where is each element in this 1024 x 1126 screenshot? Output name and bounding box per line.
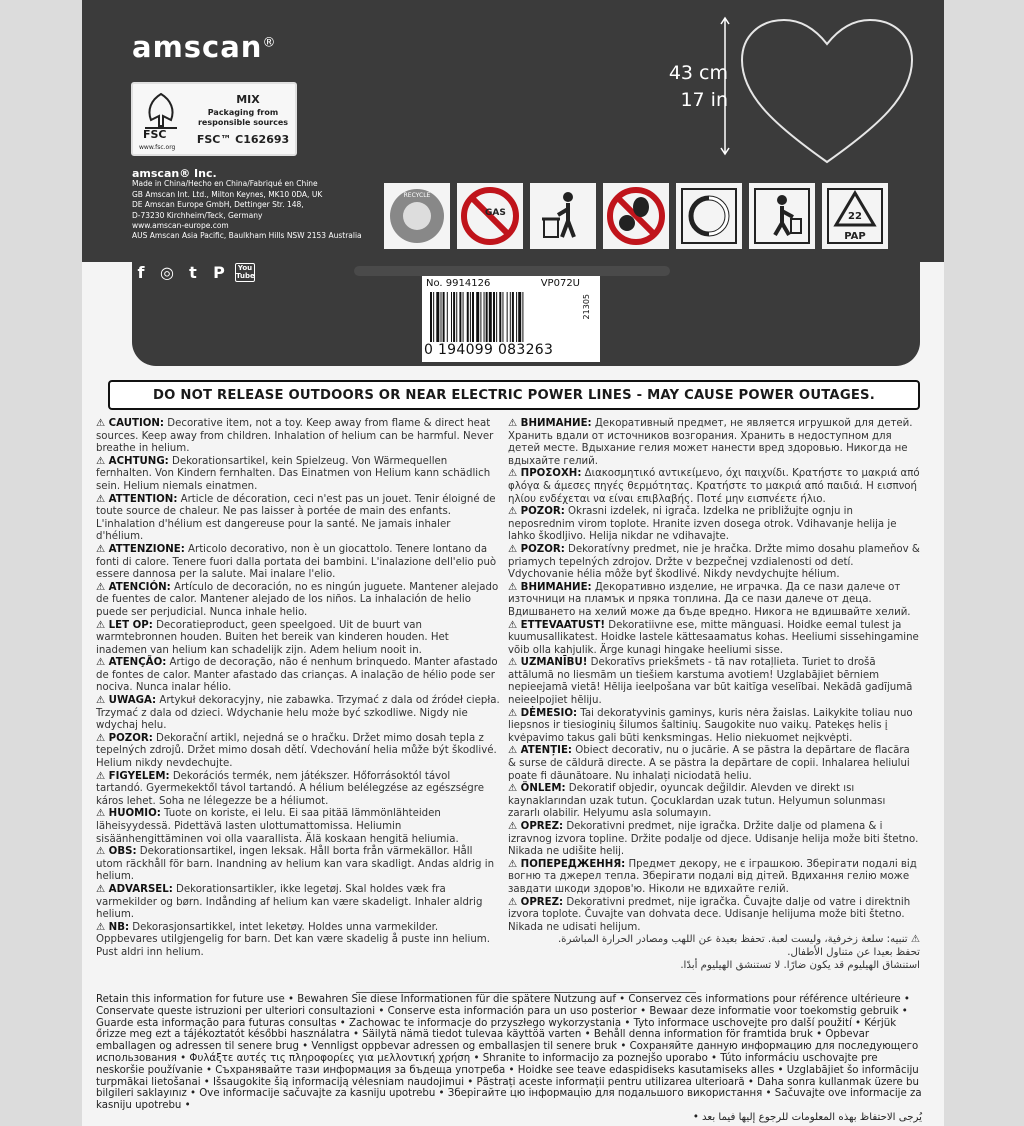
barcode-bar: [484, 292, 485, 342]
mfg-line: Made in China/Hecho en China/Fabriqué en Chine: [132, 179, 318, 189]
barcode-bar: [443, 292, 445, 342]
mfg-line: AUS Amscan Asia Pacific, Baulkham Hills NSW 2153 Australia: [132, 231, 362, 241]
barcode-bars: [428, 292, 578, 342]
warning-entry: ⚠ ÖNLEM: Dekoratif objedir, oyuncak değildir. Alevden ve direkt ısı kaynaklarından uzak tutun. Çocuklardan uzak tutun. Helyumun solunması zararlı olabilir. Helyumu asla solumayın.: [508, 783, 886, 820]
barcode-side-code: 21305: [582, 294, 591, 320]
barcode-bar: [453, 292, 455, 342]
barcode-bar: [486, 292, 488, 342]
heart-balloon-outline: [736, 16, 918, 164]
barcode-bar: [512, 292, 514, 342]
warning-entry: ⚠ OPREZ: Dekorativni predmet, nije igračka. Čuvajte dalje od vatre i direktnih izvora toplote. Čuvajte van dohvata dece. Udisanje helijuma može biti štetno. Nikada ne udisati helijum.: [508, 896, 911, 933]
barcode-bar: [510, 292, 511, 342]
warning-entry: ⚠ ВНИМАНИЕ: Декоративно изделие, не играчка. Да се пази далече от източници на пламък и пряка топлина. Да се пази далече от деца. Вдишването на хелий може да бъде вредно. Никога не вдишвайте хелий.: [508, 581, 911, 618]
barcode-bar: [447, 292, 448, 342]
product-number: No. 9914126: [426, 278, 491, 289]
barcode-bar: [441, 292, 442, 342]
barcode-bar: [470, 292, 471, 342]
dispose-bin-icon: [528, 181, 598, 251]
pinterest-icon: P: [213, 263, 225, 282]
amscan-logo: amscan®: [132, 30, 277, 64]
barcode-label: [422, 276, 600, 362]
vp-code: VP072U: [540, 278, 580, 289]
fsc-mark: FSC: [143, 128, 167, 141]
warning-entry: ⚠ DĖMESIO: Tai dekoratyvinis gaminys, kuris nėra žaislas. Laikykite toliau nuo liepsnos ir tiesioginių šilumos šaltinių. Saugokite nuo vaikų. Patekęs helis į kvėpavimo takus gali būti kenksmingas. Helio niekuomet neįkvėpti.: [508, 707, 913, 744]
barcode-bar: [433, 292, 434, 342]
barcode-bar: [499, 292, 501, 342]
mfg-line: GB Amscan Int. Ltd., Milton Keynes, MK10 0DA, UK: [132, 189, 323, 199]
fsc-code: FSC™ C162693: [196, 133, 290, 146]
size-in: 17 in: [680, 89, 728, 111]
barcode-bar: [456, 292, 457, 342]
symbol-icons: [382, 181, 893, 251]
barcode-bar: [459, 292, 461, 342]
warning-entry: ⚠ ACHTUNG: Dekorationsartikel, kein Spielzeug. Von Wärmequellen fernhalten. Von Kindern fernhalten. Das Einatmen von Helium kann schädlich sein. Helium niemals einatmen.: [96, 455, 491, 492]
barcode-number: 0 194099 083263: [424, 342, 554, 358]
svg-text:GAS: GAS: [485, 208, 506, 218]
barcode-bar: [463, 292, 464, 342]
recycle-label: RECYCLE: [403, 192, 431, 199]
barcode-bar: [522, 292, 523, 342]
barcode-bar: [507, 292, 508, 342]
warning-entry: ⚠ ATENCIÓN: Artículo de decoración, no es ningún juguete. Mantener alejado de fuentes de calor. Mantener alejado de los niños. La inhalación de helio puede ser perjudicial. Nunca inhale helio.: [96, 581, 499, 618]
power-lines-warning: DO NOT RELEASE OUTDOORS OR NEAR ELECTRIC POWER LINES - MAY CAUSE POWER OUTAGES.: [108, 380, 920, 410]
fsc-mix: MIX: [236, 93, 260, 106]
twitter-icon: t: [189, 263, 197, 282]
warning-entry: ⚠ FIGYELEM: Dekorációs termék, nem játékszer. Hőforrásoktól távol tartandó. Gyermekektől távol tartandó. A hélium belélegzése az egészségre káros lehet. Soha ne lélegezze be a héliumot.: [96, 770, 484, 807]
youtube-icon: You Tube: [236, 264, 255, 280]
warning-entry: ⚠ POZOR: Dekoratívny predmet, nie je hračka. Držte mimo dosahu plameňov & priamych tepelných zdrojov. Držte v bezpečnej vzdialenosti od detí. Vdychovanie hélia môže byť škodlivé. Nikdy nevdychujte hélium.: [508, 543, 920, 581]
arabic-warning-line: استنشاق الهيليوم قد يكون ضارًا. لا تستنشق الهيليوم أبدًا.: [680, 959, 920, 971]
manufacturer-info: [132, 169, 372, 242]
warning-entry: ⚠ UWAGA: Artykuł dekoracyjny, nie zabawka. Trzymać z dala od źródeł ciepła. Trzymać z dala od dzieci. Wdychanie helu może być szkodliwe. Nigdy nie wdychaj helu.: [96, 695, 500, 732]
hang-hole: [354, 266, 670, 276]
warning-entry: ⚠ OBS: Dekorationsartikel, ingen leksak. Håll borta från värmekällor. Håll utom räckhåll för barn. Inandning av helium kan vara skadligt. Andas aldrig in helium.: [96, 846, 495, 883]
warning-entry: ⚠ ATENÇÃO: Artigo de decoração, não é nenhum brinquedo. Manter afastado de fontes de calor. Manter afastado das crianças. A inalação de hélio pode ser nociva. Nunca inalar hélio.: [96, 657, 498, 694]
fsc-label: [131, 82, 297, 156]
retain-text: Retain this information for future use • Bewahren Sie diese Informationen für die spätere Nutzung auf • Conservez ces informations pour référence ultérieure • Conservate queste istruzioni per ulteriori consultazioni • Conserve esta información para un uso posterior • Bewaar deze informatie voor toekomstig gebruik • Guarde esta informação para futuras consultas • Zachowac te informacje do przyszłego wykorzystania • Tyto informace uschovejte pro další použití • Kérjük őrizze meg ezt a tájékoztatót későbbi használatra • Säilytä nämä tiedot tulevaa käyttöä varten • Behåll denna information för framtida bruk • Opbevar emballagen og adressen til senere brug • Vennligst oppbevar adressen og emballasjen til senere bruk • Сохраняйте данную информацию для последующего использования • Φυλάξτε αυτές τις πληροφορίες για μελλοντική χρήση • Shranite to informacijo za poznejšo uporabo • Túto informáciu uschovajte pre neskoršie používanie • Съхранявайте тази информация за бъдеща употреба • Hoidke see teave edaspidiseks kasutamiseks alles • Uzglabājiet šo informāciju turpmākai lietošanai • Išsaugokite šią informaciją vėlesniam naudojimui • Păstrați aceste informații pentru utilizarea ulterioară • Daha sonra kullanmak üzere bu bilgileri saklayınız • Ove informacije sačuvajte za kasniju upotrebu • Зберігайте цю інформацію для подальшого використання • Sačuvajte ove informacije za kasniju upotrebu •: [96, 994, 922, 1112]
facebook-icon: f: [137, 263, 145, 282]
barcode-bar: [430, 292, 432, 342]
warning-entry: ⚠ POZOR: Okrasni izdelek, ni igrača. Izdelka ne približujte ognju in neposrednim virom toplote. Hranite izven dosega otrok. Vdihavanje helija je lahko škodljivo. Helija nikdar ne vdihavajte.: [508, 506, 897, 543]
size-arrow-icon: [720, 16, 730, 156]
barcode-bar: [493, 292, 495, 342]
size-cm: 43 cm: [668, 62, 728, 84]
divider: [356, 992, 696, 993]
recycle-balloon-icon: [382, 181, 452, 251]
barcode-bar: [467, 292, 469, 342]
barcode-bar: [489, 292, 492, 342]
no-inhale-icon: [601, 181, 671, 251]
retain-information: [96, 994, 922, 1124]
warning-entry: ⚠ ВНИМАНИЕ: Декоративный предмет, не является игрушкой для детей. Хранить вдали от источников возгорания. Хранить в недоступном для детей месте. Вдыхание гелия может нанести вред здоровью. Никогда не вдыхайте гелий.: [508, 418, 913, 467]
warning-entry: ⚠ HUOMIO: Tuote on koriste, ei lelu. Ei saa pitää lämmönlähteiden läheisyydessä. Pidettävä lasten ulottumattomissa. Heliumin sisäänhengittäminen voi olla vaarallista. Älä koskaan hengitä heliumia.: [96, 808, 459, 845]
arabic-warning-line: تحفظ بعيدا عن متناول الأطفال.: [787, 946, 920, 958]
warning-entry: ⚠ NB: Dekorasjonsartikkel, intet leketøy. Holdes unna varmekilder. Oppbevares utilgjengelig for barn. Det kan være skadelig å puste inn helium. Pust aldri inn helium.: [96, 921, 490, 958]
pap-number: 22: [848, 211, 862, 222]
barcode-bar: [516, 292, 517, 342]
warning-entry: ⚠ ATENȚIE: Obiect decorativ, nu o jucărie. A se păstra la depărtare de flacăra & surse de căldură directe. A se păstra la depărtare de copii. Inhalarea heliului poate fi dăunătoare. Nu inhalați niciodată heliu.: [508, 745, 910, 782]
warning-entry: ⚠ ADVARSEL: Dekorationsartikler, ikke legetøj. Skal holdes væk fra varmekilder og børn. Indånding af helium kan være skadeligt. Inhaler aldrig helium.: [96, 883, 483, 921]
barcode-bar: [502, 292, 503, 342]
barcode-bar: [451, 292, 452, 342]
warning-entry: ⚠ LET OP: Decoratieproduct, geen speelgoed. Uit de buurt van warmtebronnen houden. Buiten het bereik van kinderen houden. Het inademen van helium kan schadelijk zijn. Adem helium nooit in.: [96, 619, 449, 656]
pap-recycle-icon: [820, 181, 890, 251]
retain-arabic: يُرجى الاحتفاظ بهذه المعلومات للرجوع إليها فيما بعد •: [692, 1111, 922, 1123]
mfg-line: D-73230 Kirchheim/Teck, Germany: [132, 210, 263, 220]
barcode-bar: [496, 292, 497, 342]
barcode-bar: [480, 292, 481, 342]
green-dot-icon: [674, 181, 744, 251]
warning-entry: ⚠ ETTEVAATUST! Dekoratiivne ese, mitte mänguasi. Hoidke eemal tulest ja kuumusallikatest. Hoidke lastele kättesaamatus kohas. Heeliumi sissehingamine võib olla kahjulik. Ärge kunagi hingake heeliumi sisse.: [508, 619, 919, 656]
manufacturer-brand: amscan® Inc.: [132, 167, 217, 180]
warning-entry: ⚠ UZMANĪBU! Dekoratīvs priekšmets - tā nav rotaļlieta. Turiet to drošā attālumā no liesmām un tiešiem karstuma avotiem! Uzglabājiet bērniem nepieejamā vietā! Hēlija ieelpošana var būt kaitīga veselībai. Nekādā gadījumā neieelpojiet hēliju.: [508, 657, 913, 707]
warning-entry: ⚠ OPREZ: Dekorativni predmet, nije igračka. Držite dalje od plamena & i izravnog izvora topline. Držite podalje od djece. Udisanje helija može biti štetno. Nikada ne udišite helij.: [508, 821, 919, 858]
fsc-site: www.fsc.org: [139, 144, 176, 151]
warning-entry: ⚠ ПОПЕРЕДЖЕННЯ: Предмет декору, не є іграшкою. Зберігати подалі від вогню та джерел тепла. Зберігати подалі від дітей. Вдихання гелію може завдати шкоди здоров'ю. Ніколи не вдихайте гелій.: [508, 858, 917, 895]
fsc-packaging: Packaging from responsible sources: [197, 108, 289, 127]
warning-entry: ⚠ ATTENZIONE: Articolo decorativo, non è un giocattolo. Tenere lontano da fonti di calore. Tenere fuori dalla portata dei bambini. L'inalazione dell'elio può essere dannosa per la salute. Mai inalare l'elio.: [96, 543, 497, 581]
barcode-bar: [436, 292, 439, 342]
size-label: [618, 60, 728, 114]
warnings-left-column: [96, 418, 500, 960]
warning-entry: ⚠ ATTENTION: Article de décoration, ceci n'est pas un jouet. Tenir éloigné de toute source de chaleur. Ne pas laisser à portée de main des enfants. L'inhalation d'hélium est dangereuse pour la santé. Ne jamais inhaler d'hélium.: [96, 493, 496, 543]
arabic-warning-line: ⚠ تنبيه: سلعة زخرفية، وليست لعبة. تحفظ بعيدة عن اللهب ومصادر الحرارة المباشرة.: [557, 934, 920, 946]
instagram-icon: ◎: [160, 263, 174, 282]
pap-label: PAP: [844, 231, 866, 242]
barcode-bar: [518, 292, 521, 342]
barcode-bar: [476, 292, 479, 342]
warnings-right-column: [508, 418, 920, 972]
barcode-bar: [472, 292, 474, 342]
mfg-line: DE Amscan Europe GmbH, Dettinger Str. 148,: [132, 200, 304, 210]
social-icons: [131, 263, 255, 282]
tidyman-icon: [747, 181, 817, 251]
warning-entry: ⚠ POZOR: Dekorační artikl, nejedná se o hračku. Držet mimo dosah tepla z tepelných zdrojů. Držet mimo dosah dětí. Vdechování helia může být škodlivé. Helium nikdy nevdechujte.: [96, 732, 497, 770]
warning-entry: ⚠ ΠΡΟΣΟΧΗ: Διακοσμητικό αντικείμενο, όχι παιχνίδι. Κρατήστε το μακριά από φλόγα & άμεσες πηγές θερμότητας. Κρατήστε το μακριά από παιδιά. Η εισπνοή ηλίου ενδέχεται να είναι επιβλαβής. Ποτέ μην εισπνέετε ήλιο.: [508, 468, 920, 505]
mfg-line: www.amscan-europe.com: [132, 221, 229, 231]
warning-entry: ⚠ CAUTION: Decorative item, not a toy. Keep away from flame & direct heat sources. Keep away from children. Inhalation of helium can be harmful. Never breathe in helium.: [96, 418, 494, 455]
no-gas-icon: [455, 181, 525, 251]
